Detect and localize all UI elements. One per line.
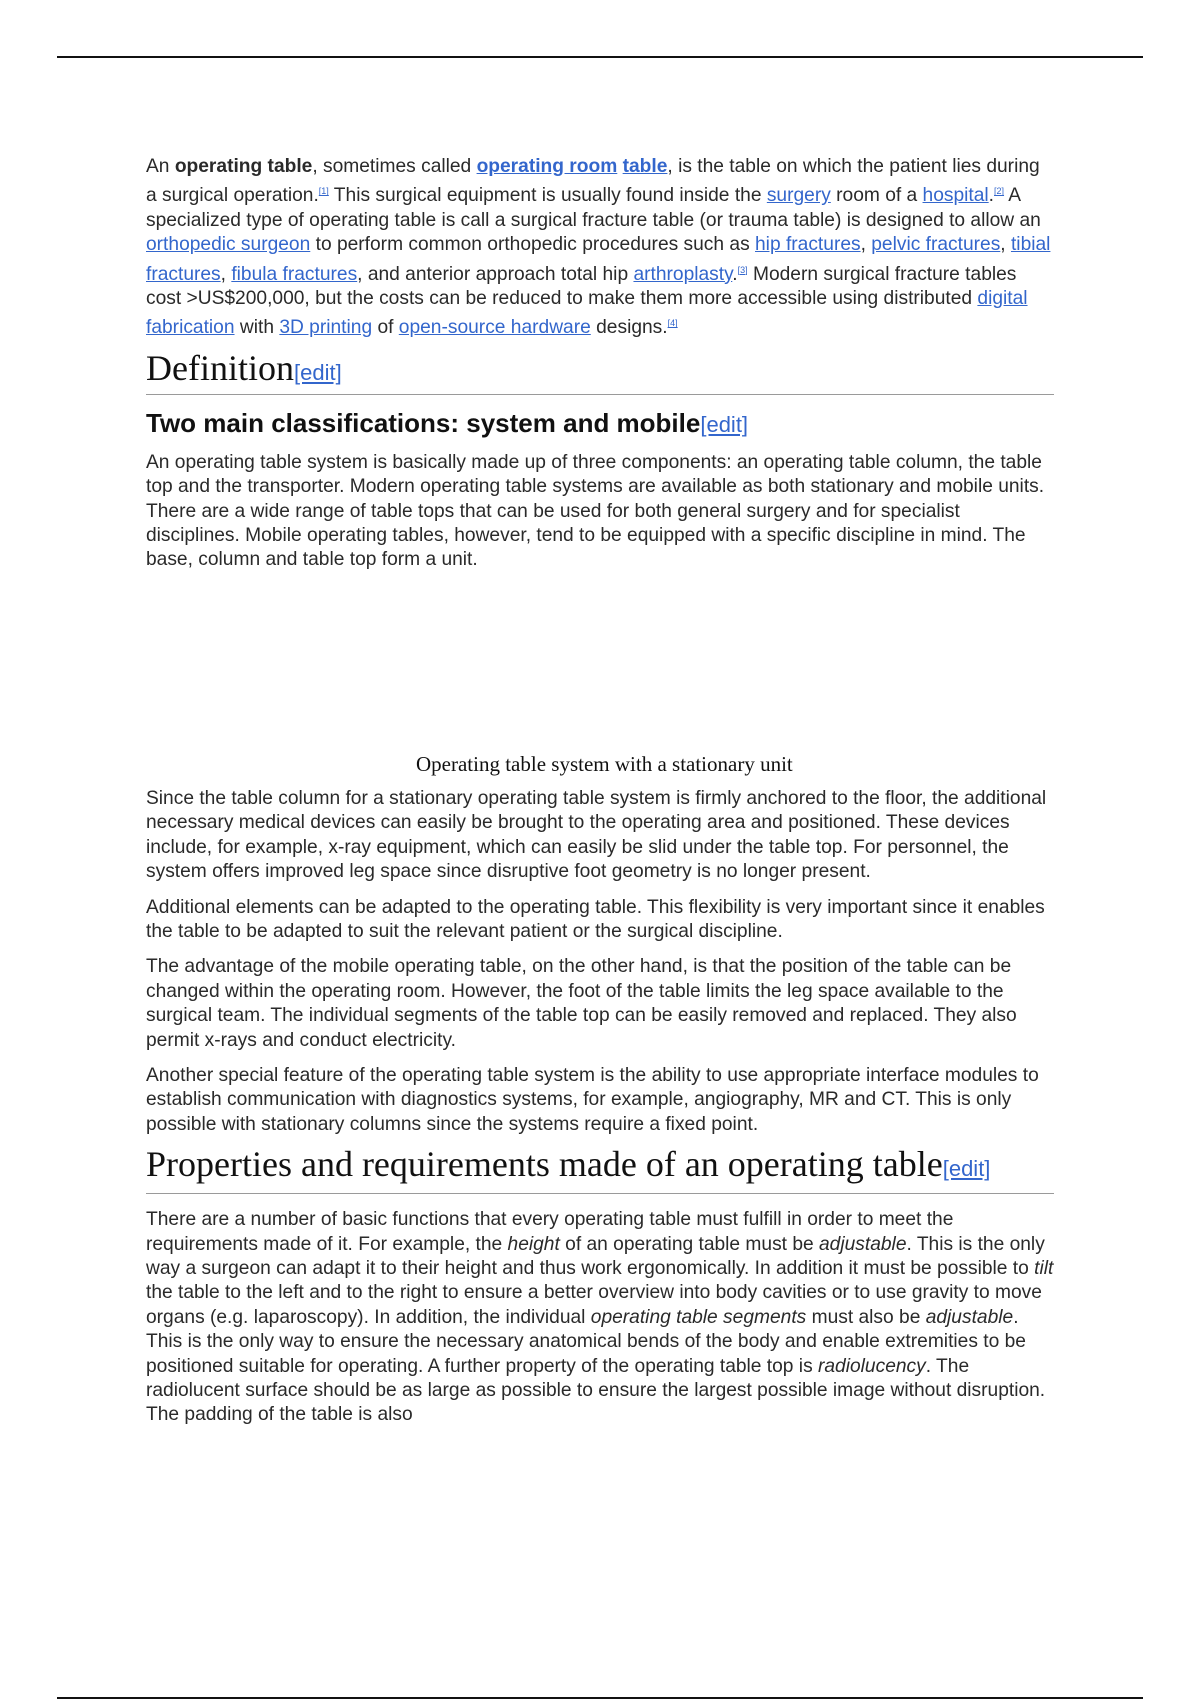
edit-definition-link[interactable]: [edit] <box>293 359 342 385</box>
link-tibial-fractures[interactable]: tibial fractures <box>146 234 1051 285</box>
ref-3[interactable]: [3] <box>737 264 748 275</box>
bottom-rule <box>57 1697 1143 1699</box>
link-open-source-hardware[interactable]: open-source hardware <box>398 317 591 339</box>
link-surgery[interactable]: surgery <box>766 185 831 207</box>
link-hospital[interactable]: hospital <box>922 185 989 207</box>
image-caption: Operating table system with a stationary unit <box>416 751 793 776</box>
paragraph-additional-elements: Additional elements can be adapted to the operating table. This flexibility is very important since it enables the table to be adapted to suit the relevant patient or the surgical discipline. <box>146 896 1045 942</box>
intro-paragraph: An operating table, sometimes called operating room table, is the table on which the patient lies during a surgical operation.[1] This surgical equipment is usually found inside the surgery room of a hospital.[2] A specialized type of operating table is call a surgical fracture table (or trauma table) is designed to allow an orthopedic surgeon to perform common orthopedic procedures such as hip fractures, pelvic fractures, tibial fractures, fibula fractures, and anterior approach total hip arthroplasty.[3] Modern surgical fracture tables cost >US$200,000, but the costs can be reduced to make them more accessible using distributed digital fabrication with 3D printing of open-source hardware designs.[4] <box>146 156 1051 339</box>
paragraph-stationary: Since the table column for a stationary operating table system is firmly anchored to the floor, the additional necessary medical devices can easily be brought to the operating area and positioned. These devices include, for example, x-ray equipment, which can easily be slid under the table top. For personnel, the system offers improved leg space since disruptive foot geometry is no longer present. <box>146 787 1047 883</box>
heading-properties-requirements: Properties and requirements made of an operating table[edit] <box>146 1143 1054 1194</box>
link-table[interactable]: table <box>622 156 668 177</box>
link-3d-printing[interactable]: 3D printing <box>279 317 373 339</box>
link-operating-room[interactable]: operating room <box>476 156 618 177</box>
link-fibula-fractures[interactable]: fibula fractures <box>231 263 358 285</box>
edit-classifications-link[interactable]: [edit] <box>700 411 749 437</box>
link-arthroplasty[interactable]: arthroplasty <box>633 263 733 285</box>
term-operating-table: operating table <box>174 156 313 177</box>
ref-1[interactable]: [1] <box>318 186 329 197</box>
heading-definition: Definition[edit] <box>146 347 1054 395</box>
edit-properties-link[interactable]: [edit] <box>942 1156 991 1182</box>
paragraph-interface-modules: Another special feature of the operating table system is the ability to use appropriate interface modules to establish communication with diagnostics systems, for example, angiography, MR and CT. This is only possible with stationary columns since the systems require a fixed point. <box>146 1064 1039 1135</box>
link-pelvic-fractures[interactable]: pelvic fractures <box>871 234 1001 256</box>
image-area <box>146 573 1054 751</box>
top-rule <box>57 56 1143 58</box>
ref-2[interactable]: [2] <box>994 186 1005 197</box>
ref-4[interactable]: [4] <box>667 318 678 329</box>
paragraph-basic-functions: There are a number of basic functions that every operating table must fulfill in order to meet the requirements made of it. For example, the height of an operating table must be adjustable. This is the only way a surgeon can adapt it to their height and thus work ergonomically. In addition it must be possible to tilt the table to the left and to the right to ensure a better overview into body cavities or to use gravity to move organs (e.g. laparoscopy). In addition, the individual operating table segments must also be adjustable. This is the only way to ensure the necessary anatomical bends of the body and enable extremities to be positioned suitable for operating. A further property of the operating table top is radiolucency. The radiolucent surface should be as large as possible to ensure the largest possible image without disruption. The padding of the table is also <box>146 1209 1054 1426</box>
article-body <box>146 155 1054 1428</box>
link-hip-fractures[interactable]: hip fractures <box>755 234 861 256</box>
heading-two-main-classifications: Two main classifications: system and mobile[edit] <box>146 407 749 438</box>
link-digital-fabrication[interactable]: digital fabrication <box>146 288 1028 339</box>
paragraph-mobile-advantage: The advantage of the mobile operating table, on the other hand, is that the position of the table can be changed within the operating room. However, the foot of the table limits the leg space available to the surgical team. The individual segments of the table top can be easily removed and replaced. They also permit x-rays and conduct electricity. <box>146 956 1017 1051</box>
paragraph-system-components: An operating table system is basically made up of three components: an operating table column, the table top and the transporter. Modern operating table systems are available as both stationary and mobile units. There are a wide range of table tops that can be used for both general surgery and for specialist disciplines. Mobile operating tables, however, tend to be equipped with a specific discipline in mind. The base, column and table top form a unit. <box>146 451 1045 571</box>
link-orthopedic-surgeon[interactable]: orthopedic surgeon <box>146 234 311 256</box>
